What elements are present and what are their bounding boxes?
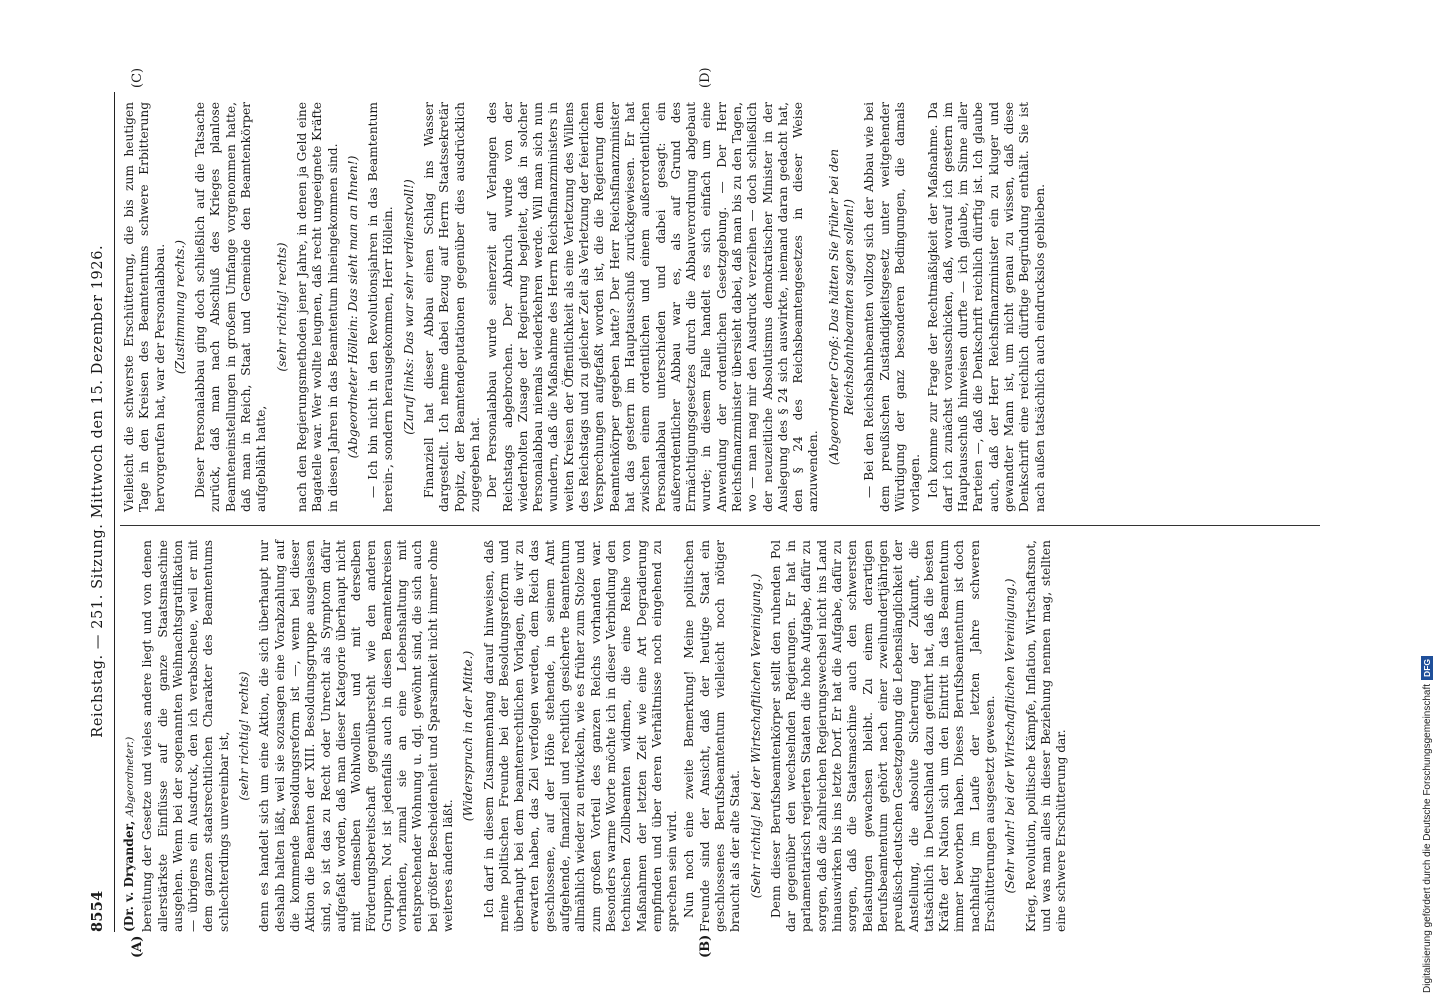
paragraph: Ich komme zur Frage der Rechtmäßigkeit der Maßnahme. Da darf ich zunächst vorausschicken, daß, worauf ich gestern im Hauptausschuß hinweisen durfte — ich glaube, im Sinne aller Parteien —, daß die Denkschrift reichlich dürftig ist. Ich glaube auch, daß der Herr Reichsfinanzminister ein zu kluger und gewandter Mann ist, um nicht genau zu wissen, daß diese Denkschrift eine reichlich dürftige Begründung enthält. Sie ist nach außen tatsächlich auch eindruckslos geblieben. [925,102,1047,512]
margin-marker-c: (C) [130,67,145,88]
paragraph: Ich darf in diesem Zusammenhang darauf hinweisen, daß meine politischen Freunde bei der Besoldungsreform und überhaupt bei dem beamtenrechtlichen Vorlagen, die wir zu erwarten haben, das Ziel verfolgen werden, dem Reich das geschlossene, auf der Höhe stehende, in seinem Amt aufgehende, finanziell und rechtlich gesicherte Beamtentum allmählich wieder zu entwickeln, wie es früher zum Stolze und zum großen Vorteil des ganzen Reichs vorhanden war. Besonders warme Worte möchte ich in dieser Verbindung den technischen Zollbeamten widmen, die eine Reihe von Maßnahmen der letzten Zeit wie eine Art Degradierung empfinden und über deren Verhältnisse noch eingehend zu sprechen sein wird. [481,540,680,932]
header-rule [114,92,115,932]
document-page [89,67,1330,958]
speaker-line [122,540,138,932]
paragraph: Krieg, Revolution, politische Kämpfe, Inflation, Wirtschaftsnot, und was man alles in dieser Beziehung nennen mag, stellten eine schwere Erschütterung dar. [1023,540,1069,932]
interjection: (Abgeordneter Höllein: Das sieht man an Ihnen!) [345,155,360,459]
margin-marker-b: (B) [698,934,713,958]
running-header [90,92,112,932]
column-divider [120,525,1320,526]
interjection: (sehr richtig! rechts) [274,242,289,372]
interjection: (Zustimmung rechts.) [172,239,187,375]
speaker-name: (Dr. v. Dryander, [122,820,136,932]
interjection: (Zuruf links: Das war sehr verdienstvoll!) [401,179,416,435]
paragraph: denn es handelt sich um eine Aktion, die sich überhaupt nur deshalb halten läßt, weil sie sozusagen eine Vorabzahlung auf die kommende Besoldungsreform ist —, wenn bei dieser Aktion die Beamten der XIII. Besoldungsgruppe ausgelassen sind, so ist das zu Recht oder Unrecht als Symptom dafür aufgefaßt worden, daß man dieser Kategorie überhaupt nicht mit demselben Wohlwollen und mit derselben Förderungsbereitschaft gegenübersteht wie den anderen Gruppen. Not ist jedenfalls auch in diesen Beamtenkreisen vorhanden, zumal sie an eine Lebenshaltung mit entsprechender Wohnung u. dgl. gewöhnt sind, die sich auch bei größter Bescheidenheit und Sparsamkeit nicht immer ohne weiteres ändern läßt. [257,540,455,932]
paragraph: bereitung der Gesetze und vieles andere liegt und von denen allerstärkste Einflüsse auf die ganze Staatsmaschine ausgehen. Wenn bei der sogenannten Weihnachtsgratifikation — übrigens ein Ausdruck, den ich verabscheue, weil er mit dem ganzen staatsrechtlichen Charakter des Beamtentums schlechterdings unvereinbar ist, [140,540,231,932]
paragraph: nach den Regierungsmethoden jener Jahre, in denen ja Geld eine Bagatelle war. Wer wollte leugnen, daß recht ungeeignete Kräfte in diesen Jahren in das Beamtentum hineingekommen sind. [294,102,340,512]
paragraph: — Bei den Reichsbahnbeamten vollzog sich der Abbau wie bei dem preußischen Zuständigkeitsgesetz unter weitgehender Würdigung der ganz besonderen Bedingungen, die damals vorlagen. [862,102,923,512]
interjection: (Abgeordneter Groß: Das hätten Sie früher bei den Reichsbahnbeamten sagen sollen!) [826,148,857,466]
digitization-credit [1420,8,1434,993]
paragraph: Nun noch eine zweite Bemerkung! Meine politischen Freunde sind der Ansicht, daß der heutige Staat ein geschlossenes Berufsbeamtentum vielleicht noch nötiger braucht als der alte Staat. [682,540,743,932]
paragraph: Dieser Personalabbau ging doch schließlich auf die Tatsache zurück, daß man nach Abschluß des Krieges planlose Beamteneinstellungen in großem Umfange vorgenommen hatte, daß man in Reich, Staat und Gemeinde den Beamtenkörper aufgebläht hatte, [193,102,269,512]
interjection: (Sehr richtig! bei der Wirtschaftlichen Vereinigung.) [748,573,763,899]
page-number: 8554 [89,890,106,932]
interjection: (Widerspruch in der Mitte.) [461,650,476,822]
margin-marker-a: (A) [130,935,145,958]
credit-text: Digitalisierung gefördert durch die Deutsche Forschungsgemeinschaft [1421,683,1433,993]
dfg-logo: DFG [1421,656,1433,680]
right-column [122,102,1050,512]
header-title: Reichstag. — 251. Sitzung. Mittwoch den 15. Dezember 1926. [90,244,106,738]
interjection: (sehr richtig! rechts) [237,671,252,801]
speaker-role: Abgeordneter.) [124,736,136,817]
paragraph: Vielleicht die schwerste Erschütterung, die bis zum heutigen Tage in den Kreisen des Beamtentums schwere Erbitterung hervorgerufen hat, war der Personalabbau. [122,102,167,512]
paragraph: Denn dieser Berufsbeamtenkörper stellt den ruhenden Pol dar gegenüber den wechselnden Regierungen. Er hat in parlamentarisch regierten Staaten die hohe Aufgabe, dafür zu sorgen, daß die zahlreichen Regierungswechsel nicht ins Land hinauswirken bis ins letzte Dorf. Er hat die Aufgabe, dafür zu sorgen, daß die Staatsmaschine auch den schwersten Belastungen gewachsen bleibt. Zu einem derartigen Berufsbeamtentum gehört nach einer zweihundertjährigen preußisch-deutschen Gesetzgebung die Lebenslänglichkeit der Anstellung, die absolute Sicherung der Zukunft, die tatsächlich in Deutschland dazu geführt hat, daß die besten Kräfte der Nation sich um den Eintritt in das Beamtentum immer beworben haben. Dieses Berufsbeamtentum ist doch nachhaltig im Laufe der letzten Jahre schweren Erschütterungen ausgesetzt gewesen. [768,540,998,932]
interjection: (Sehr wahr! bei der Wirtschaftlichen Vereinigung.) [1003,578,1018,894]
paragraph: — Ich bin nicht in den Revolutionsjahren in das Beamtentum herein-, sondern herausgekommen, Herr Höllein. [366,102,396,512]
paragraph: Finanziell hat dieser Abbau einen Schlag ins Wasser dargestellt. Ich nehme dabei Bezug auf Herrn Staatssekretär Popitz, der Beamtendeputationen gegenüber dies ausdrücklich zugegeben hat. [422,102,482,512]
left-column [122,540,1072,932]
margin-marker-d: (D) [698,67,713,88]
paragraph: Der Personalabbau wurde seinerzeit auf Verlangen des Reichstags abgebrochen. Der Abbruch wurde von der wiederholten Zusage der Regierung begleitet, daß in solcher Personalabbau niemals wiederkehren werde. Will man sich nun wundern, daß die Maßnahme des Herrn Reichsfinanzministers in weiten Kreisen der Öffentlichkeit als eine Verletzung des Willens des Reichstags und zu gleicher Zeit als Verletzung der feierlichen Versprechungen aufgefaßt worden ist, die die Regierung dem Beamtenkörper gegeben hatte? Der Herr Reichsfinanzminister hat das gestern im Hauptausschuß zurückgewiesen. Er hat zwischen einem ordentlichen und einem außerordentlichen Personalabbau unterschieden und dabei gesagt: ein außerordentlicher Abbau war es, als auf Grund des Ermächtigungsgesetzes durch die Abbauverordnung abgebaut wurde; in diesem Falle handelt es sich einfach um eine Anwendung der ordentlichen Gesetzgebung. — Der Herr Reichsfinanzminister übersieht dabei, daß man bis zu den Tagen, wo — man mag mir den Ausdruck verzeihen — doch schließlich der neuzeitliche Absolutismus demokratischer Minister in der Auslegung des § 24 sich auswirkte, niemand daran gedacht hat, den § 24 des Reichsbeamtengesetzes in dieser Weise anzuwenden. [485,102,821,512]
